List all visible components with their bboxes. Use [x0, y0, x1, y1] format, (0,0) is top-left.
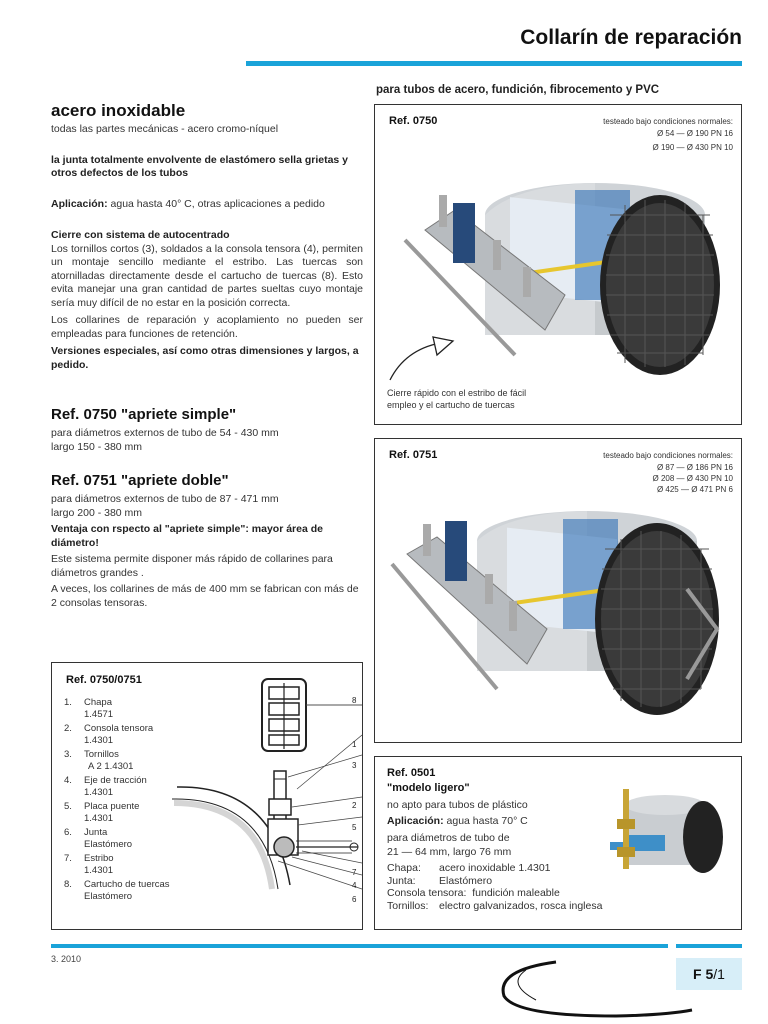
special-versions-text: Versiones especiales, así como otras dimensiones y largos, a pedido.: [51, 345, 359, 371]
parts-box: [51, 662, 363, 930]
callout-label: 5: [352, 823, 357, 832]
callout-label: 2: [352, 801, 357, 810]
callout-label: 4: [352, 881, 357, 890]
ref0750-code: Ref. 0750: [51, 406, 117, 423]
retention-text: Los collarines de reparación y acoplamiento no pueden ser empleadas para funciones de retención.: [51, 314, 363, 340]
part-item: 3. Tornillos A 2 1.4301: [64, 749, 134, 772]
callout-label: 3: [352, 761, 357, 770]
ref0750-heading: [51, 406, 363, 423]
application-text: agua hasta 40° C, otras aplicaciones a pedido: [107, 197, 325, 210]
part-item: 6. Junta Elastómero: [64, 827, 133, 850]
page-title: Collarín de reparación: [520, 26, 742, 49]
callout-label: 1: [352, 740, 357, 749]
left-column: [51, 101, 363, 610]
part-item: 2. Consola tensora 1.4301: [64, 723, 154, 746]
ref0751-box-title: Ref. 0751: [389, 449, 438, 461]
ref0501-specs: Chapa: acero inoxidable 1.4301 Junta: Elastómero Consola tensora: fundición maleable Tornillos: electro galvanizados, rosca inglesa: [387, 862, 603, 912]
callout-label: 6: [352, 895, 357, 904]
page-number-tab: [676, 958, 742, 990]
ref0501-model-name: "modelo ligero": [387, 782, 470, 794]
ref0750-length: largo 150 - 380 mm: [51, 440, 143, 453]
ref0751-diameter: para diámetros externos de tubo de 87 - 471 mm: [51, 493, 279, 505]
page-subtitle: para tubos de acero, fundición, fibrocemento y PVC: [376, 84, 660, 96]
closure-title: Cierre con sistema de autocentrado: [51, 229, 230, 241]
callout-label: 7: [352, 868, 357, 877]
closure-text: Los tornillos cortos (3), soldados a la consola tensora (4), permiten un montaje sencillo mediante el estribo. Las tuercas son atornilladas directamente desde el cartucho de tuercas (8). Esto evita manejar una gran cantidad de partes sueltas cuyo montaje sería muy difícil de no estar en la posición correcta.: [51, 242, 363, 309]
callout-label: 8: [352, 696, 357, 705]
parts-list: [64, 697, 174, 905]
ref0750-diameter: para diámetros externos de tubo de 54 - 430 mm: [51, 427, 279, 439]
ref0501-box-title: Ref. 0501: [387, 767, 436, 779]
ref0751-code: Ref. 0751: [51, 472, 117, 489]
ref0501-note: no apto para tubos de plástico: [387, 799, 528, 811]
application-line: [51, 198, 363, 212]
footer-rule: [51, 944, 668, 948]
advantage-text: Ventaja con rspecto al "apriete simple": mayor área de diámetro!: [51, 523, 323, 549]
ref0751-name: "apriete doble": [116, 472, 229, 489]
ref0501-box: [374, 756, 742, 930]
seal-text: la junta totalmente envolvente de elastómero sella grietas y otros defectos de los tubos: [51, 153, 349, 179]
pressure-ratings: testeado bajo condiciones normales: Ø 87 — Ø 186 PN 16 Ø 208 — Ø 430 PN 10 Ø 425 — Ø 471 PN 6: [603, 451, 733, 494]
clamp-0501-image: [595, 787, 725, 892]
swoosh-logo-icon: [496, 960, 696, 1020]
header-rule: [246, 61, 742, 66]
part-item: 8. Cartucho de tuercas Elastómero: [64, 879, 170, 902]
page-number-sub: /1: [713, 966, 725, 982]
large-diameter-text: A veces, los collarines de más de 400 mm se fabrican con más de 2 consolas tensoras.: [51, 583, 359, 609]
part-item: 4. Eje de tracción 1.4301: [64, 775, 147, 798]
parts-box-title: Ref. 0750/0751: [66, 674, 142, 686]
part-item: 5. Placa puente 1.4301: [64, 801, 140, 824]
cross-section-drawing: [172, 675, 362, 925]
ref0751-length: largo 200 - 380 mm: [51, 506, 143, 519]
ref0750-name: "apriete simple": [116, 406, 237, 423]
system-text: Este sistema permite disponer más rápido de collarines para diámetros grandes .: [51, 553, 333, 579]
page-number: F 5: [693, 966, 714, 982]
ref0751-box: [374, 438, 742, 743]
arrow-icon: [385, 335, 455, 385]
ref0750-caption: Cierre rápido con el estribo de fácil empleo y el cartucho de tuercas: [387, 388, 527, 410]
ref0750-box: [374, 104, 742, 425]
footer-date: 3. 2010: [51, 954, 82, 964]
material-title: acero inoxidable: [51, 101, 186, 120]
clamp-0751-image: [387, 479, 727, 729]
pressure-ratings: testeado bajo condiciones normales: Ø 54 — Ø 190 PN 16 Ø 190 — Ø 430 PN 10: [603, 117, 733, 152]
part-item: 1. Chapa 1.4571: [64, 697, 114, 720]
application-label: Aplicación:: [51, 197, 108, 210]
footer-rule-right: [676, 944, 742, 948]
ref0501-diameter: para diámetros de tubo de 21 — 64 mm, largo 76 mm: [387, 832, 512, 858]
ref0750-box-title: Ref. 0750: [389, 115, 438, 127]
ref0751-heading: [51, 472, 363, 489]
part-item: 7. Estribo 1.4301: [64, 853, 114, 876]
ref0501-application: Aplicación: agua hasta 70° C: [387, 815, 528, 827]
material-subtitle: todas las partes mecánicas - acero cromo-níquel: [51, 123, 279, 135]
